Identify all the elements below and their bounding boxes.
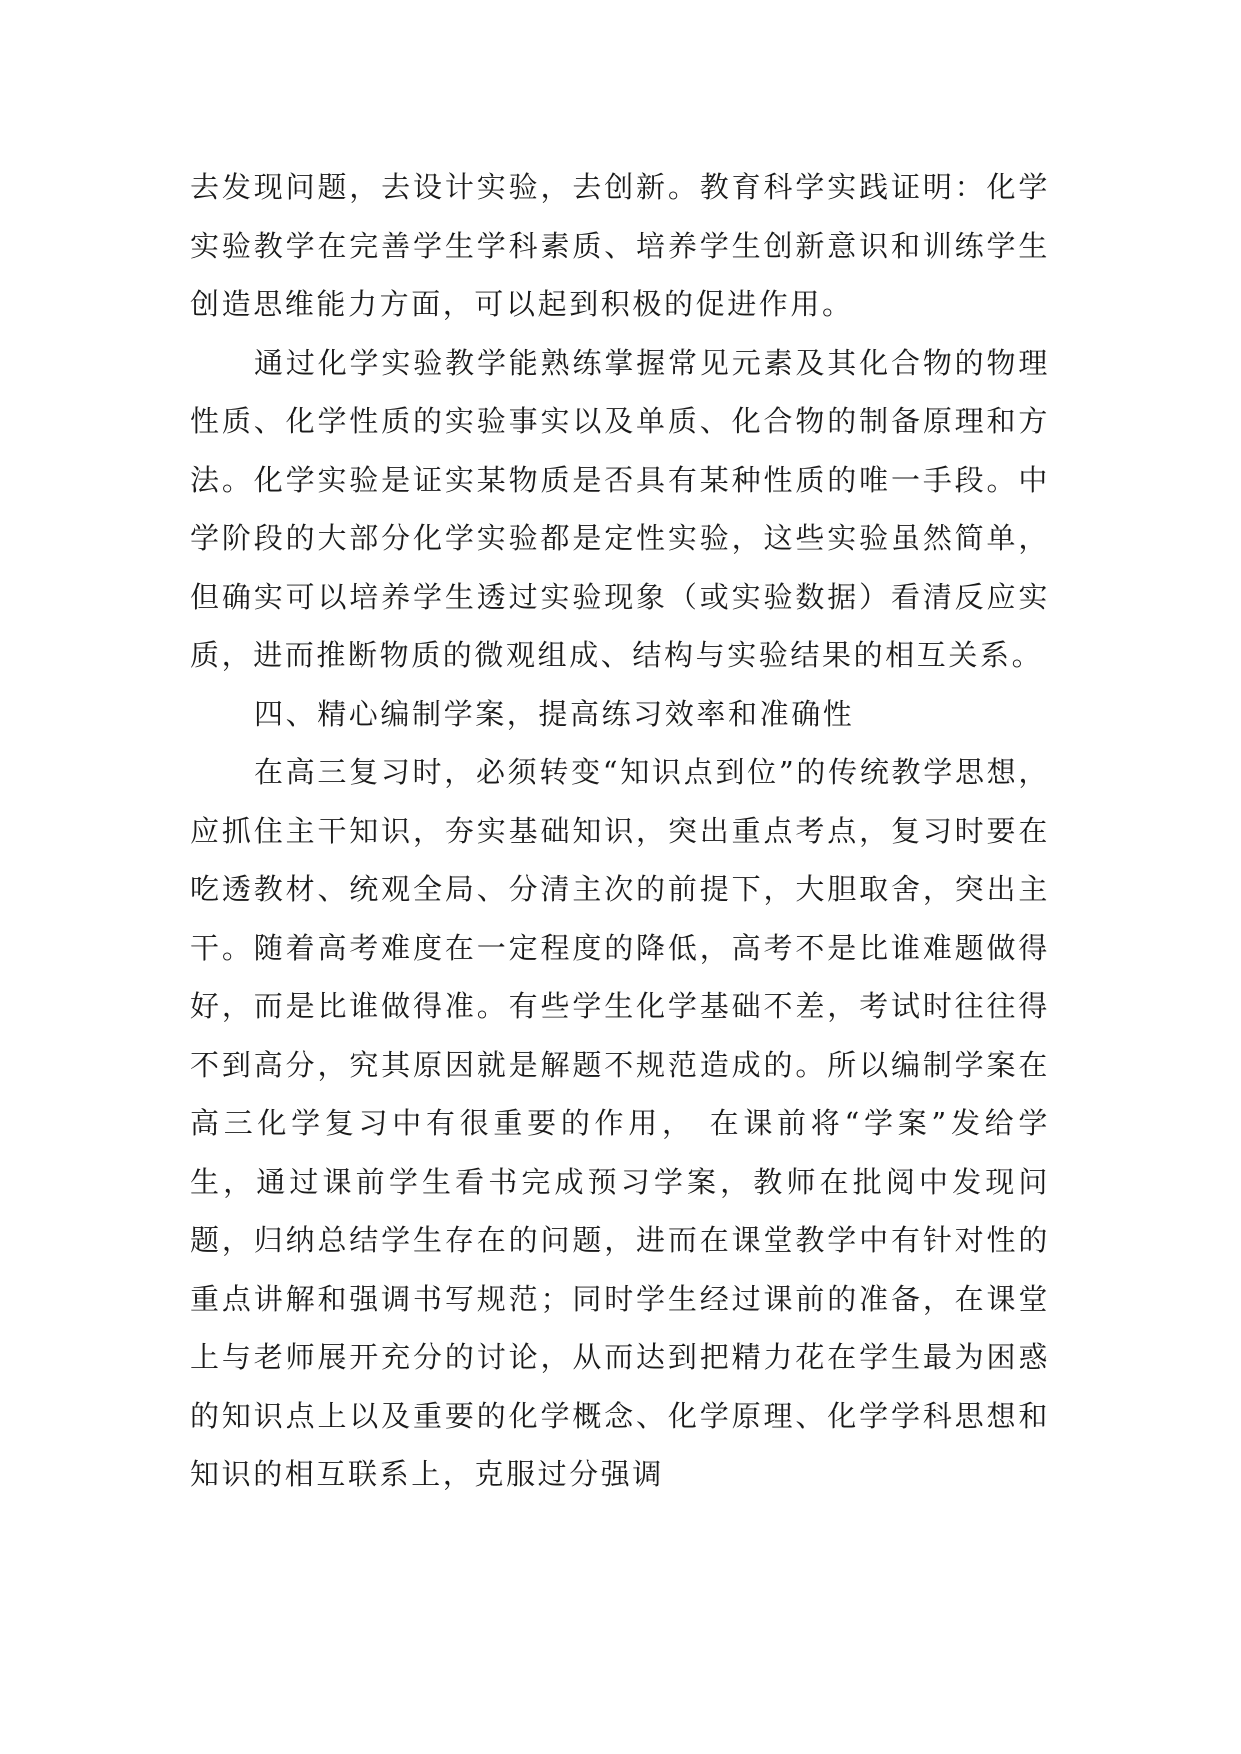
section-heading: 四、精心编制学案，提高练习效率和准确性 [254, 696, 855, 731]
paragraph-continuation: 去发现问题，去设计实验，去创新。教育科学实践证明：化学实验教学在完善学生学科素质、培养学生创新意识和训练学生创造思维能力方面，可以起到积极的促进作用。 [190, 170, 1050, 321]
paragraph-study-plan: 在高三复习时，必须转变“知识点到位”的传统教学思想，应抓住主干知识，夯实基础知识，突出重点考点，复习时要在吃透教材、统观全局、分清主次的前提下，大胆取舍，突出主干。随着高考难度在一定程度的降低，高考不是比谁难题做得好，而是比谁做得准。有些学生化学基础不差，考试时往往得不到高分，究其原因就是解题不规范造成的。所以编制学案在高三化学复习中有很重要的作用， 在课前将“学案”发给学生，通过课前学生看书完成预习学案，教师在批阅中发现问题，归纳总结学生存在的问题，进而在课堂教学中有针对性的重点讲解和强调书写规范；同时学生经过课前的准备，在课堂上与老师展开充分的讨论，从而达到把精力花在学生最为困惑的知识点上以及重要的化学概念、化学原理、化学学科思想和知识的相互联系上，克服过分强调 [190, 755, 1050, 1491]
document-page [190, 158, 1050, 1504]
paragraph-chemistry-experiment: 通过化学实验教学能熟练掌握常见元素及其化合物的物理性质、化学性质的实验事实以及单质、化合物的制备原理和方法。化学实验是证实某物质是否具有某种性质的唯一手段。中学阶段的大部分化学实验都是定性实验，这些实验虽然简单，但确实可以培养学生透过实验现象（或实验数据）看清反应实质，进而推断物质的微观组成、结构与实验结果的相互关系。 [190, 345, 1050, 672]
